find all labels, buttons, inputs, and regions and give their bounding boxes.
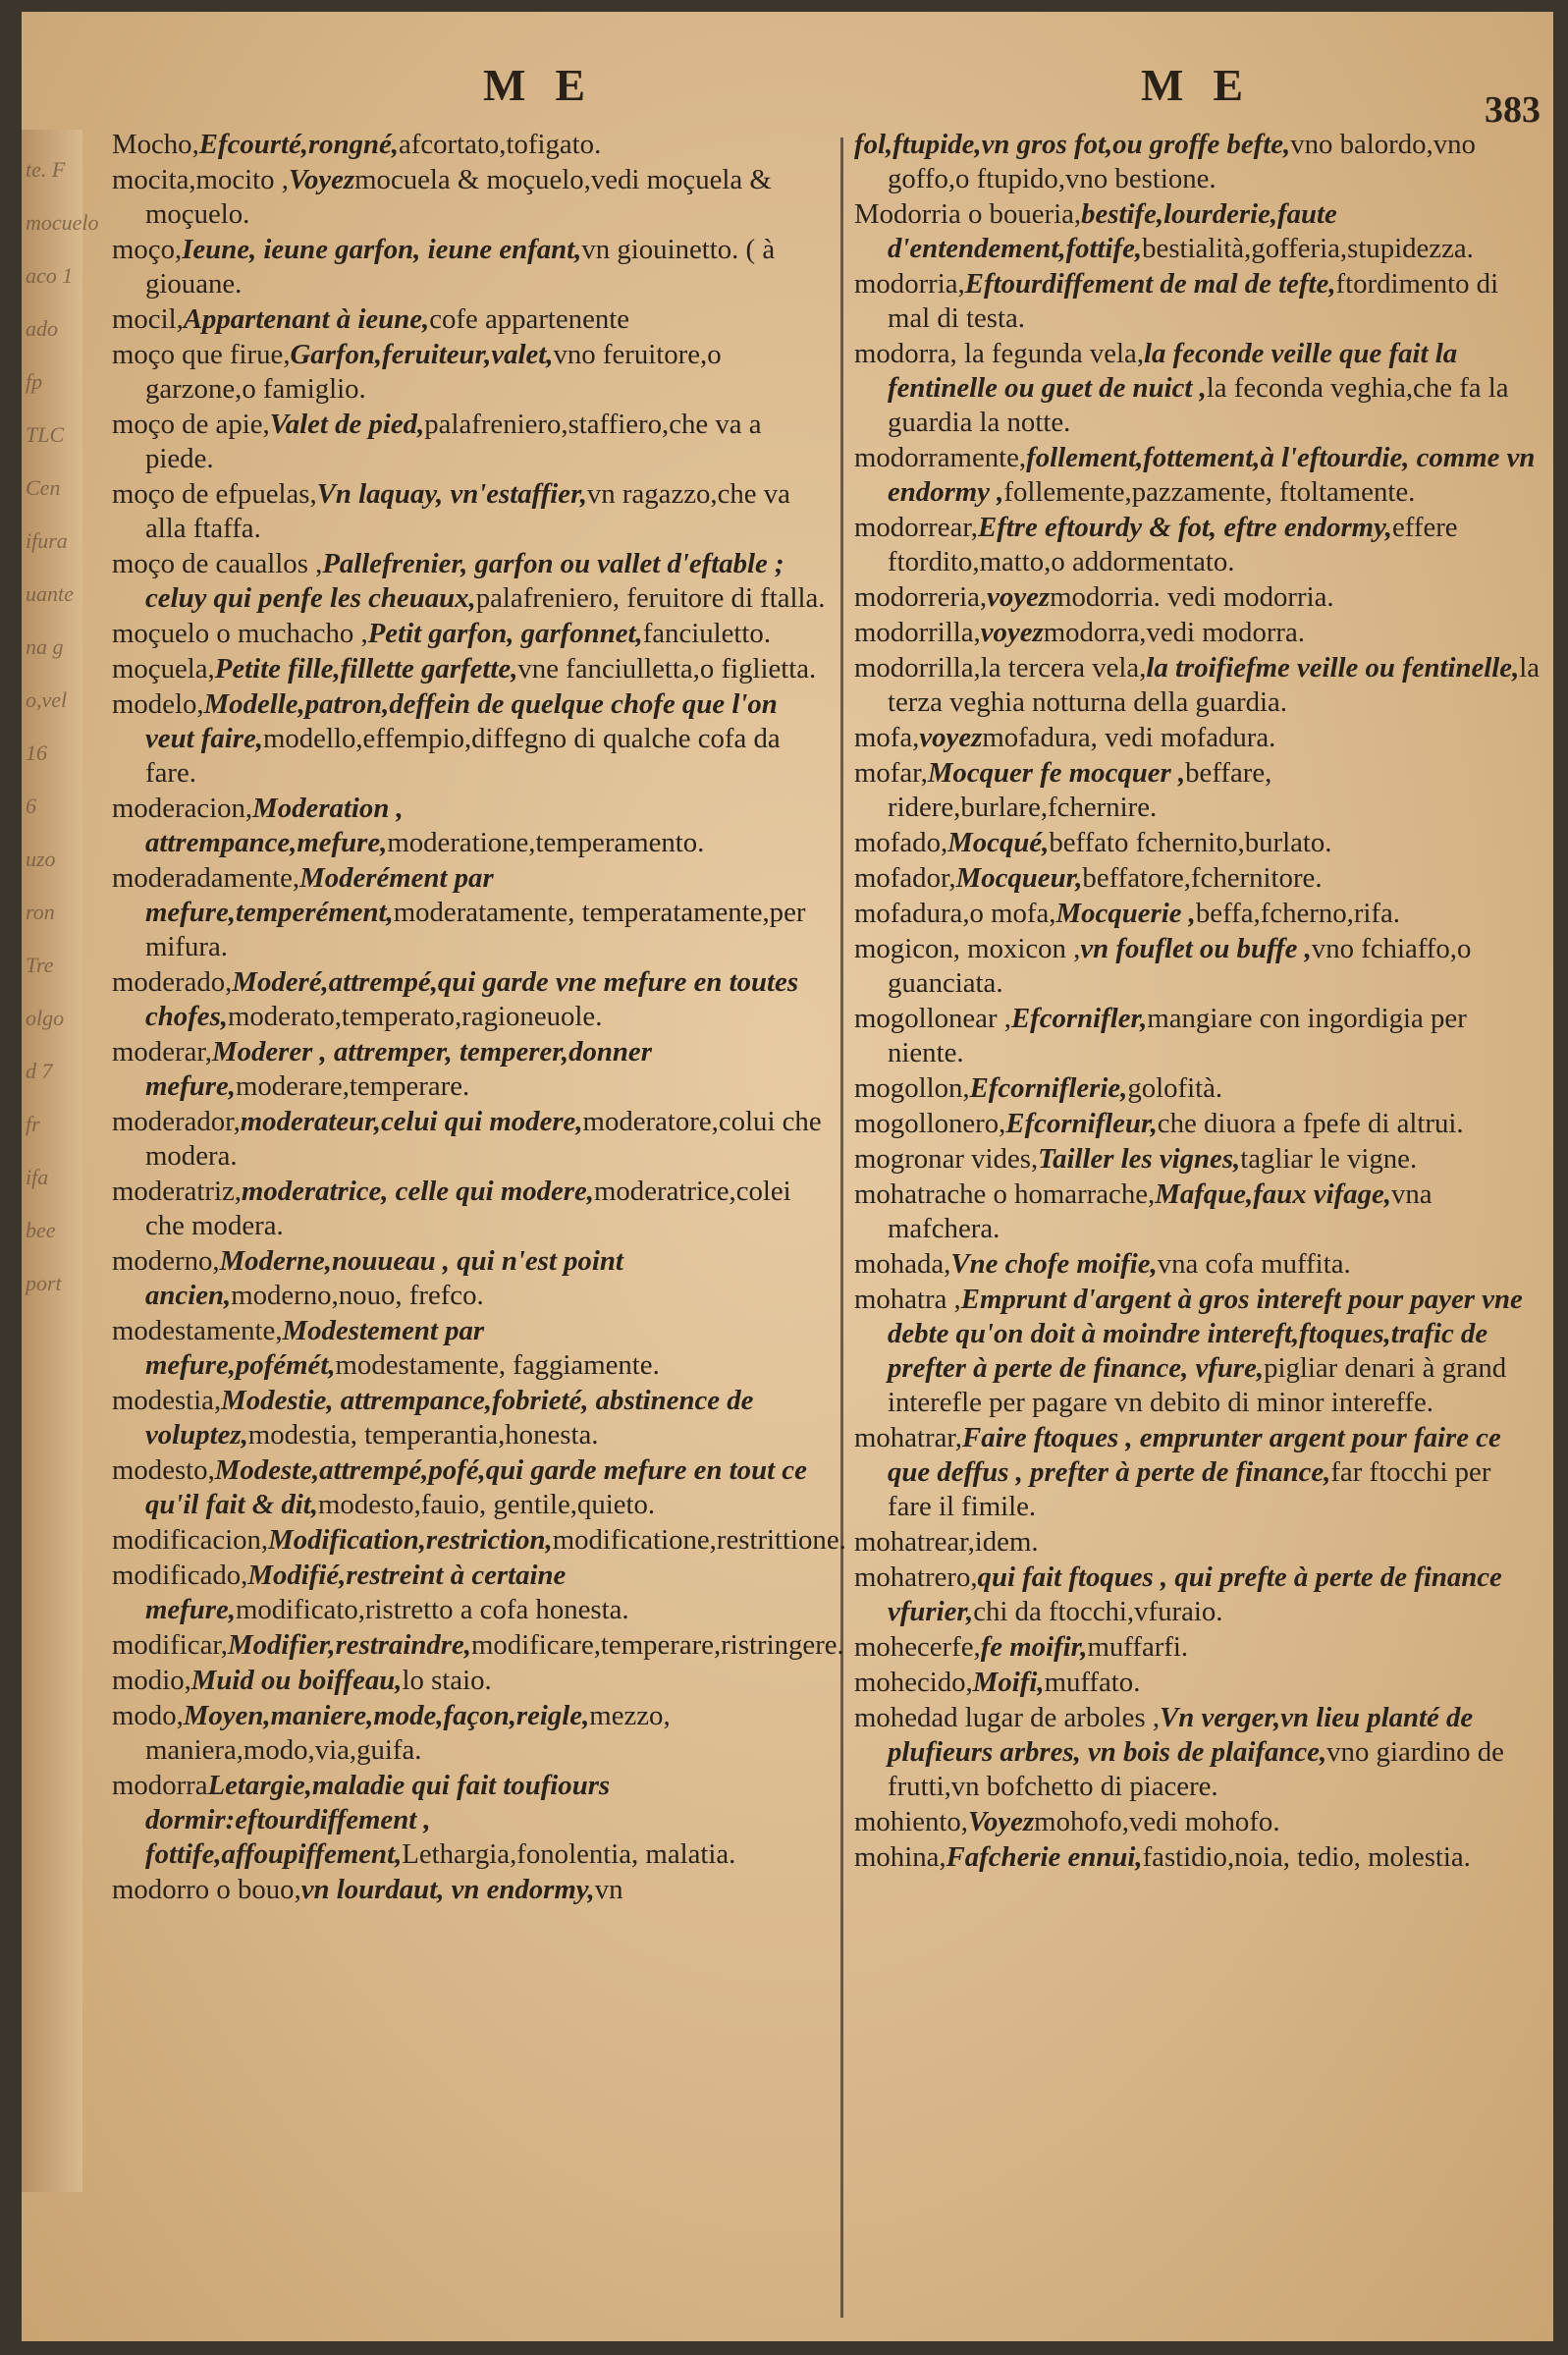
dictionary-entry	[112, 1769, 829, 1872]
french-gloss: Mocqué,	[947, 827, 1050, 858]
italian-gloss: afcortato,tofigato.	[398, 129, 602, 160]
italian-gloss: beffare, ridere,burlare,fchernire.	[888, 757, 1272, 823]
dictionary-entry	[854, 756, 1541, 825]
headword: modestamente,	[112, 1315, 283, 1346]
dictionary-entry	[112, 1664, 829, 1698]
french-gloss: Modestement par mefure,pofémét,	[145, 1315, 485, 1381]
french-gloss: Muid ou boiffeau,	[190, 1665, 403, 1696]
dictionary-entry	[112, 547, 829, 616]
headword: mohiento,	[854, 1806, 968, 1837]
headword: mohatrear,	[854, 1526, 975, 1558]
margin-fragment: na g	[26, 634, 64, 659]
dictionary-entry	[854, 616, 1541, 650]
dictionary-entry	[112, 1873, 829, 1907]
french-gloss: moderateur,celui qui modere,	[240, 1106, 583, 1137]
italian-gloss: beffato fchernito,burlato.	[1049, 827, 1332, 858]
dictionary-entry	[112, 861, 829, 964]
headword: mogronar vides,	[854, 1143, 1039, 1175]
margin-fragment: 6	[26, 794, 36, 818]
dictionary-entry	[854, 511, 1541, 579]
italian-gloss: modorria. vedi modorria.	[1050, 581, 1334, 613]
italian-gloss: mofadura, vedi mofadura.	[982, 722, 1276, 753]
headword: mohatrache o homarrache,	[854, 1178, 1156, 1210]
italian-gloss: pigliar denari à grand interefle per pagare vn debito di minor intereffe.	[888, 1352, 1507, 1418]
french-gloss: Moderé,attrempé,qui garde vne mefure en toutes chofes,	[145, 966, 799, 1032]
dictionary-entry	[854, 337, 1541, 440]
dictionary-entry	[112, 965, 829, 1034]
italian-gloss: che diuora a fpefe di altrui.	[1157, 1108, 1464, 1139]
headword: mogollonero,	[854, 1108, 1006, 1139]
headword: moderado,	[112, 966, 233, 998]
left-column	[112, 128, 846, 1908]
french-gloss: Vne chofe moifie,	[950, 1248, 1158, 1280]
italian-gloss: modello,effempio,diffegno di qualche cofa da fare.	[145, 723, 781, 789]
french-gloss: Voyez	[288, 164, 355, 195]
french-gloss: voyez	[987, 581, 1051, 613]
margin-fragment: bee	[26, 1218, 56, 1242]
french-gloss: vn lourdaut, vn endormy,	[300, 1874, 595, 1905]
dictionary-entry	[112, 652, 829, 686]
italian-gloss: vno giardino de frutti,vn bofchetto di piacere.	[888, 1736, 1504, 1802]
dictionary-entry	[854, 1805, 1541, 1839]
italian-gloss: muffarfi.	[1087, 1631, 1189, 1663]
headword: mocita,mocito ,	[112, 164, 289, 195]
french-gloss: Appartenant à ieune,	[183, 303, 430, 335]
italian-gloss: modesto,fauio, gentile,quieto.	[318, 1489, 656, 1520]
margin-fragment: ifa	[26, 1165, 49, 1189]
dictionary-entry	[854, 1525, 1541, 1560]
italian-gloss: fanciuletto.	[642, 618, 772, 649]
dictionary-entry	[854, 1421, 1541, 1524]
italian-gloss: vn	[594, 1874, 623, 1905]
dictionary-entry	[112, 233, 829, 301]
italian-gloss: bestialità,gofferia,stupidezza.	[1142, 233, 1474, 264]
italian-gloss: moderato,temperato,ragioneuole.	[227, 1001, 603, 1032]
headword: mohina,	[854, 1841, 946, 1873]
headword: modorria,	[854, 268, 965, 300]
french-gloss: Mocqueur,	[955, 862, 1083, 894]
french-gloss: Garfon,feruiteur,valet,	[290, 339, 554, 370]
headword: moderador,	[112, 1106, 241, 1137]
italian-gloss: chi da ftocchi,vfuraio.	[973, 1596, 1223, 1627]
french-gloss: Vn verger,vn lieu planté de plufieurs arbres, vn bois de plaifance,	[888, 1702, 1474, 1768]
dictionary-entry	[854, 1283, 1541, 1420]
headword: modo,	[112, 1700, 184, 1731]
french-gloss: Tailler les vignes,	[1038, 1143, 1241, 1175]
margin-fragment: 16	[26, 740, 47, 765]
headword: modificacion,	[112, 1524, 269, 1556]
dictionary-entry	[112, 477, 829, 546]
italian-gloss: vn ragazzo,che va alla ftaffa.	[145, 478, 790, 544]
dictionary-entry	[854, 1178, 1541, 1246]
french-gloss: Modifié,restreint à certaine mefure,	[145, 1560, 567, 1625]
headword: mofadura,o mofa,	[854, 898, 1056, 929]
headword: mofador,	[854, 862, 956, 894]
italian-gloss: cofe appartenente	[429, 303, 630, 335]
margin-fragment: olgo	[26, 1006, 65, 1030]
french-gloss: fol,ftupide,vn gros fot,ou groffe befte,	[854, 129, 1291, 160]
italian-gloss: modificare,temperare,ristringere.	[471, 1629, 844, 1661]
french-gloss: la feconde veille que fait la fentinelle ou guet de nuict ,	[888, 338, 1458, 404]
french-gloss: Pallefrenier, garfon ou vallet d'eftable ; celuy qui penfe les cheuaux,	[145, 548, 784, 614]
italian-gloss: effere ftordito,matto,o addormentato.	[888, 512, 1458, 577]
headword: mohecido,	[854, 1667, 973, 1698]
french-gloss: Eftourdiffement de mal de tefte,	[964, 268, 1336, 300]
french-gloss: Petite fille,fillette garfette,	[214, 653, 518, 685]
headword: moço que firue,	[112, 339, 291, 370]
french-gloss: Mocquerie ,	[1055, 898, 1196, 929]
dictionary-entry	[854, 932, 1541, 1001]
french-gloss: Modeste,attrempé,pofé,qui garde mefure en tout ce qu'il fait & dit,	[145, 1454, 807, 1520]
dictionary-entry	[854, 721, 1541, 755]
headword: mofar,	[854, 757, 928, 789]
dictionary-entry	[854, 651, 1541, 720]
french-gloss: moderatrice, celle qui modere,	[241, 1176, 594, 1207]
headword: mogicon, moxicon ,	[854, 933, 1081, 964]
italian-gloss: beffatore,fchernitore.	[1082, 862, 1323, 894]
french-gloss: vn fouflet ou buffe ,	[1080, 933, 1312, 964]
dictionary-entry	[112, 408, 829, 476]
french-gloss: Moderer , attremper, temperer,donner mefure,	[145, 1036, 652, 1102]
italian-gloss: muffato.	[1044, 1667, 1141, 1698]
headword: modorrilla,	[854, 617, 981, 648]
italian-gloss: modificatione,restrittione.	[552, 1524, 846, 1556]
headword: modestia,	[112, 1385, 222, 1416]
dictionary-entry	[112, 687, 829, 791]
french-gloss: voyez	[980, 617, 1044, 648]
french-gloss: Moifi,	[972, 1667, 1045, 1698]
italian-gloss: tagliar le vigne.	[1240, 1143, 1418, 1175]
dictionary-entry	[112, 1628, 844, 1663]
french-gloss: Mafque,faux vifage,	[1155, 1178, 1391, 1210]
french-gloss: follement,fottement,à l'eftourdie, comme vn endormy ,	[888, 442, 1536, 508]
dictionary-entry	[854, 1701, 1541, 1804]
french-gloss: Moderne,nouueau , qui n'est point ancien,	[145, 1245, 623, 1311]
french-gloss: Valet de pied,	[269, 409, 425, 440]
french-gloss: Modifier,restraindre,	[228, 1629, 471, 1661]
headword: moço de efpuelas,	[112, 478, 317, 510]
headword: modificado,	[112, 1560, 248, 1591]
french-gloss: Efcourté,rongné,	[198, 129, 399, 160]
italian-gloss: modificato,ristretto a cofa honesta.	[235, 1594, 629, 1625]
italian-gloss: la feconda veghia,che fa la guardia la notte.	[888, 372, 1509, 438]
headword: mohatrero,	[854, 1561, 978, 1593]
dictionary-entry	[112, 1244, 829, 1313]
french-gloss: Efcornifler,	[1010, 1003, 1148, 1034]
french-gloss: Petit garfon, garfonnet,	[367, 618, 643, 649]
headword: mocil,	[112, 303, 184, 335]
french-gloss: qui fait ftoques , qui prefte à perte de finance vfurier,	[888, 1561, 1502, 1627]
dictionary-entry	[112, 792, 829, 860]
dictionary-page	[22, 12, 1553, 2341]
margin-fragment: Tre	[26, 953, 54, 977]
dictionary-entry	[854, 1107, 1541, 1141]
italian-gloss: moderno,nouo, frefco.	[231, 1280, 484, 1311]
dictionary-entry	[854, 580, 1541, 615]
french-gloss: bestife,lourderie,faute d'entendement,fottife,	[888, 198, 1337, 264]
headword: mofa,	[854, 722, 920, 753]
italian-gloss: follemente,pazzamente, ftoltamente.	[1003, 476, 1416, 508]
margin-fragment: ado	[26, 316, 58, 341]
right-column	[854, 128, 1541, 1876]
headword: modorreria,	[854, 581, 988, 613]
headword: mohada,	[854, 1248, 951, 1280]
headword: modorramente,	[854, 442, 1027, 473]
italian-gloss: moderatrice,colei che modera.	[145, 1176, 791, 1241]
dictionary-entry	[112, 1699, 829, 1768]
dictionary-entry	[854, 1630, 1541, 1665]
italian-gloss: fastidio,noia, tedio, molestia.	[1142, 1841, 1471, 1873]
margin-fragment: uante	[26, 581, 74, 606]
headword: moderacion,	[112, 793, 253, 824]
margin-fragment: port	[26, 1271, 62, 1295]
headword: moço de apie,	[112, 409, 270, 440]
headword: moço de cauallos ,	[112, 548, 323, 579]
dictionary-entry	[854, 1071, 1541, 1106]
french-gloss: la troifiefme veille ou fentinelle,	[1146, 652, 1520, 684]
french-gloss: Ieune, ieune garfon, ieune enfant,	[182, 234, 582, 265]
italian-gloss: mohofo,vedi mohofo.	[1034, 1806, 1280, 1837]
french-gloss: Letargie,maladie qui fait toufiours dormir:eftourdiffement , fottife,affoupiffement,	[145, 1770, 611, 1870]
margin-fragment: ifura	[26, 528, 68, 553]
dictionary-entry	[112, 1523, 846, 1558]
margin-fragment: TLC	[26, 422, 65, 447]
headword: mohatra ,	[854, 1284, 961, 1315]
headword: moçuela,	[112, 653, 215, 685]
dictionary-entry	[112, 128, 829, 162]
margin-fragment: d 7	[26, 1059, 53, 1083]
margin-fragment: Cen	[26, 475, 61, 500]
headword: mohecerfe,	[854, 1631, 981, 1663]
french-gloss: Faire ftoques , emprunter argent pour faire ce que deffus , prefter à perte de finance,	[888, 1422, 1501, 1488]
margin-fragment: aco 1	[26, 263, 74, 288]
italian-gloss: modestamente, faggiamente.	[335, 1349, 660, 1381]
italian-gloss: beffa,fcherno,rifa.	[1195, 898, 1401, 929]
dictionary-entry	[112, 338, 829, 407]
headword: modificar,	[112, 1629, 228, 1661]
french-gloss: Vn laquay, vn'estaffier,	[316, 478, 587, 510]
italian-gloss: modorra,vedi modorra.	[1043, 617, 1306, 648]
dictionary-entry	[112, 1559, 829, 1627]
french-gloss: Eftre eftourdy & fot, eftre endormy,	[977, 512, 1392, 543]
headword: modorrear,	[854, 512, 978, 543]
dictionary-entry	[112, 617, 829, 651]
italian-gloss: palafreniero,staffiero,che va a piede.	[145, 409, 762, 474]
margin-fragment: mocuelo	[26, 210, 99, 235]
dictionary-entry	[112, 1035, 829, 1104]
margin-fragment: uzo	[26, 847, 56, 871]
italian-gloss: golofità.	[1127, 1072, 1223, 1104]
facing-page-margin	[22, 130, 99, 2192]
headword: Mocho,	[112, 129, 199, 160]
french-gloss: Fafcherie ennui,	[946, 1841, 1143, 1873]
dictionary-entry	[112, 1105, 829, 1174]
italian-gloss: moderatore,colui che modera.	[145, 1106, 822, 1172]
dictionary-entry	[854, 1142, 1541, 1177]
margin-fragment: te. F	[26, 157, 66, 182]
italian-gloss: ftordimento di mal di testa.	[888, 268, 1499, 334]
italian-gloss: la terza veghia notturna della guardia.	[888, 652, 1541, 718]
headword: Modorria o boueria,	[854, 198, 1082, 230]
french-gloss: Emprunt d'argent à gros intereft pour payer vne debte qu'on doit à moindre intereft,ftoques,trafic de prefter à perte de finance, vfure,	[888, 1284, 1523, 1384]
italian-gloss: mocuela & moçuelo,vedi moçuela & moçuelo.	[145, 164, 772, 230]
dictionary-entry	[854, 267, 1541, 336]
dictionary-entry	[112, 302, 829, 337]
headword: modesto,	[112, 1454, 215, 1486]
italian-gloss: mangiare con ingordigia per niente.	[888, 1003, 1467, 1068]
headword: mofado,	[854, 827, 948, 858]
italian-gloss: far ftocchi per fare il fimile.	[888, 1456, 1491, 1522]
dictionary-entry	[854, 197, 1541, 266]
dictionary-entry	[112, 1314, 829, 1383]
italian-gloss: mezzo, maniera,modo,via,guifa.	[145, 1700, 671, 1766]
margin-fragment: fr	[26, 1112, 40, 1136]
margin-fragment: fp	[26, 369, 43, 394]
french-gloss: Efcornifleur,	[1005, 1108, 1158, 1139]
french-gloss: Moyen,maniere,mode,façon,reigle,	[183, 1700, 590, 1731]
french-gloss: Moderément par mefure,temperément,	[145, 862, 494, 928]
french-gloss: Modestie, attrempance,fobrieté, abstinence de voluptez,	[145, 1385, 754, 1451]
dictionary-entry	[854, 1002, 1541, 1070]
dictionary-entry	[112, 163, 829, 232]
dictionary-entry	[854, 1247, 1541, 1282]
column-divider	[840, 137, 843, 2318]
headword: moçuelo o muchacho ,	[112, 618, 368, 649]
french-gloss: Modification,restriction,	[268, 1524, 553, 1556]
italian-gloss: lo staio.	[402, 1665, 492, 1696]
italian-gloss: vno balordo,vno goffo,o ftupido,vno bestione.	[888, 129, 1476, 194]
page-number: 383	[1485, 89, 1541, 131]
italian-gloss: vna mafchera.	[888, 1178, 1433, 1244]
dictionary-entry	[112, 1175, 829, 1243]
french-gloss: Moderation , attrempance,mefure,	[145, 793, 404, 858]
headword: moço,	[112, 234, 183, 265]
french-gloss: voyez	[919, 722, 983, 753]
headword: mogollonear ,	[854, 1003, 1011, 1034]
headword: moderatriz,	[112, 1176, 242, 1207]
french-gloss: Mocquer fe mocquer ,	[927, 757, 1186, 789]
italian-gloss: moderare,temperare.	[235, 1070, 470, 1102]
headword: mogollon,	[854, 1072, 970, 1104]
headword: modorra, la fegunda vela,	[854, 338, 1145, 369]
dictionary-entry	[854, 1840, 1541, 1875]
headword: modio,	[112, 1665, 191, 1696]
dictionary-entry	[854, 1666, 1541, 1700]
italian-gloss: moderatamente, temperatamente,per mifura.	[145, 897, 806, 962]
french-gloss: Modelle,patron,deffein de quelque chofe que l'on veut faire,	[145, 688, 778, 754]
italian-gloss: vno feruitore,o garzone,o famiglio.	[145, 339, 722, 405]
headword: moderno,	[112, 1245, 220, 1277]
headword: mohatrar,	[854, 1422, 962, 1453]
italian-gloss: palafreniero, feruitore di ftalla.	[475, 582, 826, 614]
margin-fragment: ron	[26, 900, 55, 924]
italian-gloss: vn giouinetto. ( à giouane.	[145, 234, 776, 300]
french-gloss: Efcorniflerie,	[969, 1072, 1128, 1104]
dictionary-entry	[854, 1561, 1541, 1629]
dictionary-entry	[854, 128, 1541, 196]
italian-gloss: vno fchiaffo,o guanciata.	[888, 933, 1472, 999]
headword: moderadamente,	[112, 862, 300, 894]
italian-gloss: idem.	[974, 1526, 1039, 1558]
running-head-left: ME	[483, 60, 616, 110]
italian-gloss: vna cofa muffita.	[1157, 1248, 1351, 1280]
headword: modorra	[112, 1770, 208, 1801]
italian-gloss: modestia, temperantia,honesta.	[247, 1419, 599, 1451]
french-gloss: Voyez	[967, 1806, 1035, 1837]
italian-gloss: vne fanciulletta,o figlietta.	[517, 653, 817, 685]
headword: modelo,	[112, 688, 204, 720]
italian-gloss: Lethargia,fonolentia, malatia.	[402, 1838, 736, 1870]
headword: modorro o bouo,	[112, 1874, 301, 1905]
dictionary-entry	[112, 1453, 829, 1522]
dictionary-entry	[112, 1384, 829, 1452]
dictionary-entry	[854, 861, 1541, 896]
dictionary-entry	[854, 441, 1541, 510]
margin-fragment: o,vel	[26, 687, 68, 712]
headword: moderar,	[112, 1036, 212, 1068]
dictionary-entry	[854, 826, 1541, 860]
italian-gloss: moderatione,temperamento.	[387, 827, 705, 858]
french-gloss: fe moifir,	[980, 1631, 1088, 1663]
dictionary-entry	[854, 897, 1541, 931]
running-head-right: ME	[1141, 60, 1273, 110]
headword: mohedad lugar de arboles ,	[854, 1702, 1161, 1733]
headword: modorrilla,la tercera vela,	[854, 652, 1147, 684]
